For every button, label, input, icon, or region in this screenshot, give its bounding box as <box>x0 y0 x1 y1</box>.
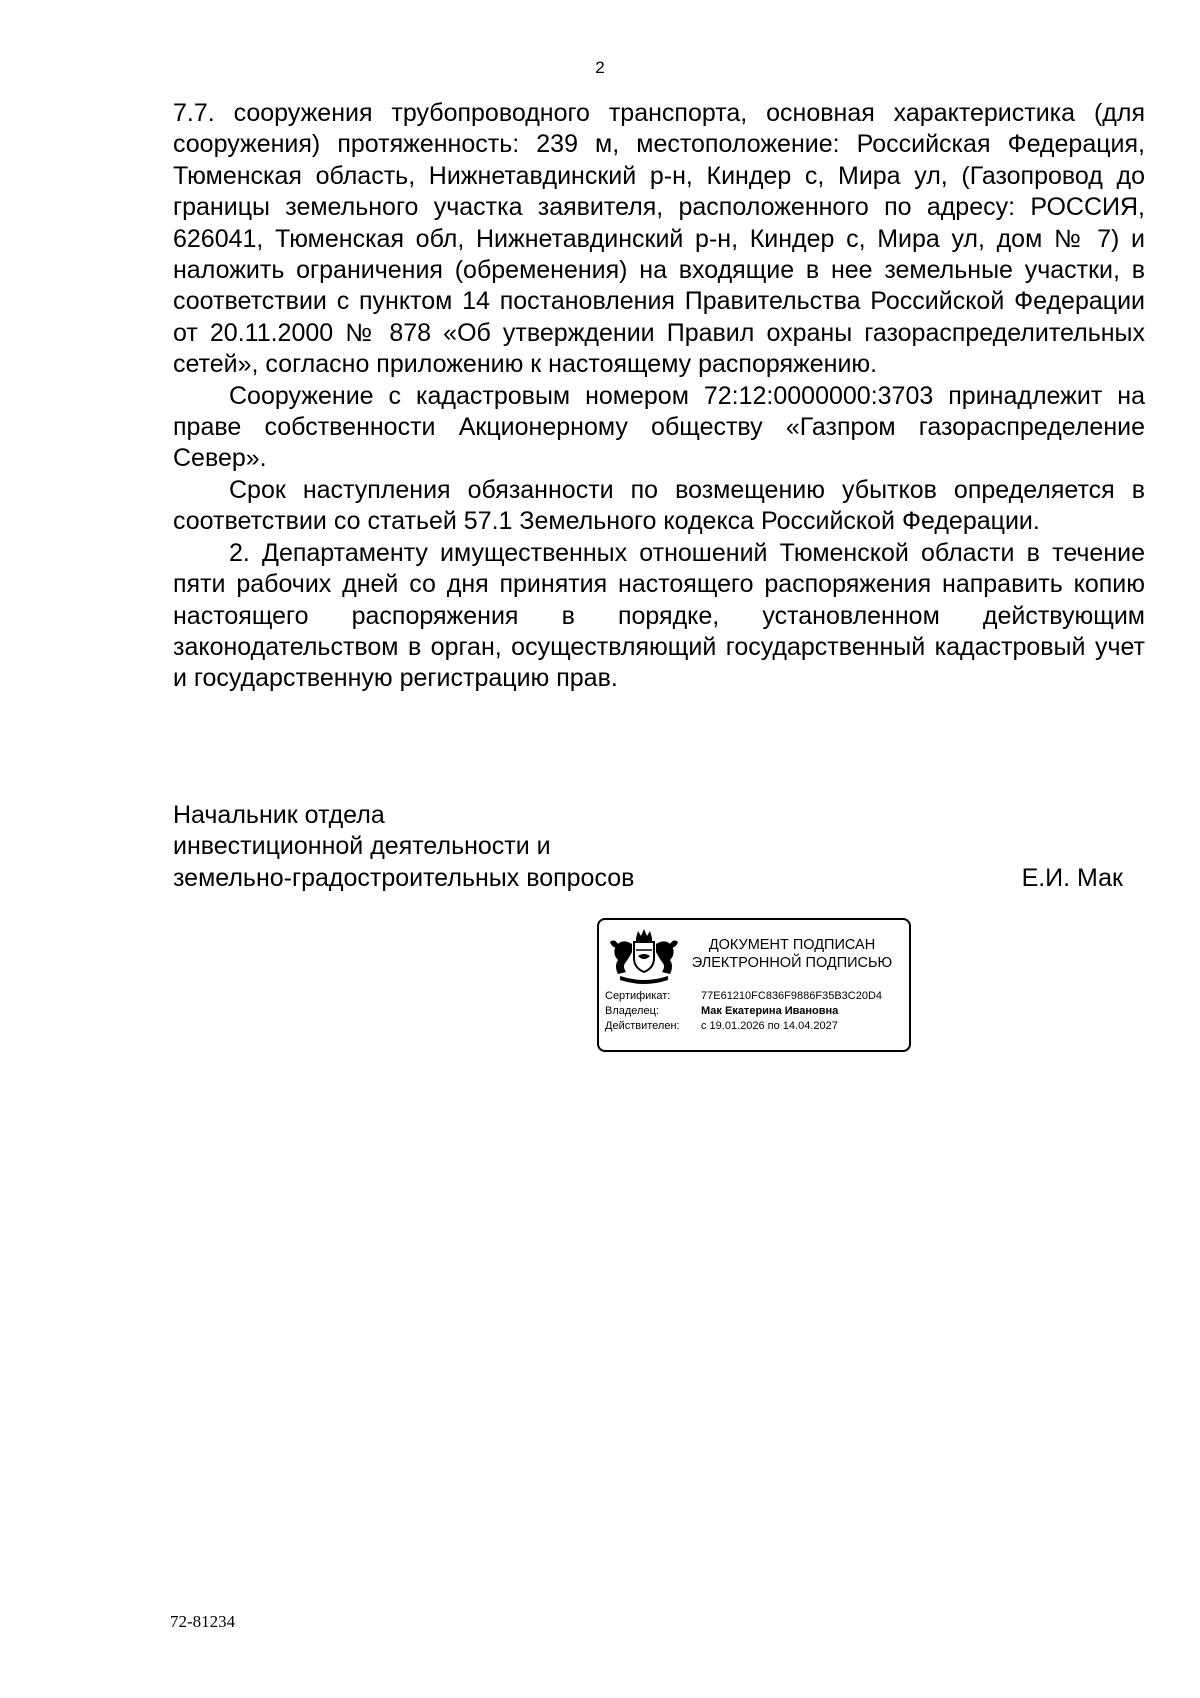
paragraph-item-2: 2. Департаменту имущественных отношений Тюменской области в течение пяти рабочих дней со дня принятия настоящего распоряжения направить копию настоящего распоряжения в порядке, установленном действующим законодательством в орган, осуществляющий государственный кадастровый учет и государственную регистрацию прав. <box>173 538 1145 693</box>
signatory-position-line: земельно-градостроительных вопросов <box>173 863 635 892</box>
tyumen-coat-of-arms-icon <box>608 928 680 986</box>
stamp-title-line: ДОКУМЕНТ ПОДПИСАН <box>708 937 876 953</box>
stamp-owner-value: Мак Екатерина Ивановна <box>701 1005 839 1017</box>
electronic-signature-stamp <box>597 918 911 1052</box>
signatory-name: Е.И. Мак <box>1021 863 1123 892</box>
stamp-label: Действителен: <box>605 1020 680 1032</box>
paragraph-item-7-7: 7.7. сооружения трубопроводного транспорта, основная характеристика (для сооружения) протяженность: 239 м, местоположение: Российская Федерация, Тюменская область, Нижнетавдинский р-н, Киндер с, Мира ул, (Газопровод до границы земельного участка заявителя, расположенного по адресу: РОССИЯ, 626041, Тюменская обл, Нижнетавдинский р-н, Киндер с, Мира ул, дом № 7) и наложить ограничения (обременения) на входящие в нее земельные участки, в соответствии с пунктом 14 постановления Правительства Российской Федерации от 20.11.2000 № 878 «Об утверждении Правил охраны газораспределительных сетей», согласно приложению к настоящему распоряжению. <box>173 99 1145 379</box>
signature-block <box>173 800 1123 894</box>
stamp-certificate-value: 77E61210FC836F9886F35B3C20D4 <box>701 990 883 1002</box>
stamp-label: Владелец: <box>605 1005 659 1017</box>
stamp-row-certificate <box>605 989 882 1004</box>
document-code: 72-81234 <box>170 1612 236 1631</box>
signatory-position-line: инвестиционной деятельности и <box>173 832 551 861</box>
paragraph-compensation-term: Срок наступления обязанности по возмещению убытков определяется в соответствии со статьей 57.1 Земельного кодекса Российской Федерации. <box>173 475 1145 536</box>
stamp-row-owner <box>605 1004 882 1019</box>
stamp-details <box>605 989 882 1034</box>
page-number: 2 <box>595 58 605 77</box>
paragraph-ownership: Сооружение с кадастровым номером 72:12:0000000:3703 принадлежит на праве собственности Акционерному обществу «Газпром газораспределение Север». <box>173 381 1145 473</box>
stamp-title-line: ЭЛЕКТРОННОЙ ПОДПИСЬЮ <box>691 955 893 971</box>
stamp-validity-value: с 19.01.2026 по 14.04.2027 <box>701 1020 838 1032</box>
stamp-row-validity <box>605 1019 882 1034</box>
stamp-label: Сертификат: <box>605 990 671 1002</box>
signatory-position-line: Начальник отдела <box>173 801 385 829</box>
stamp-title <box>679 936 905 972</box>
document-body <box>173 98 1145 695</box>
